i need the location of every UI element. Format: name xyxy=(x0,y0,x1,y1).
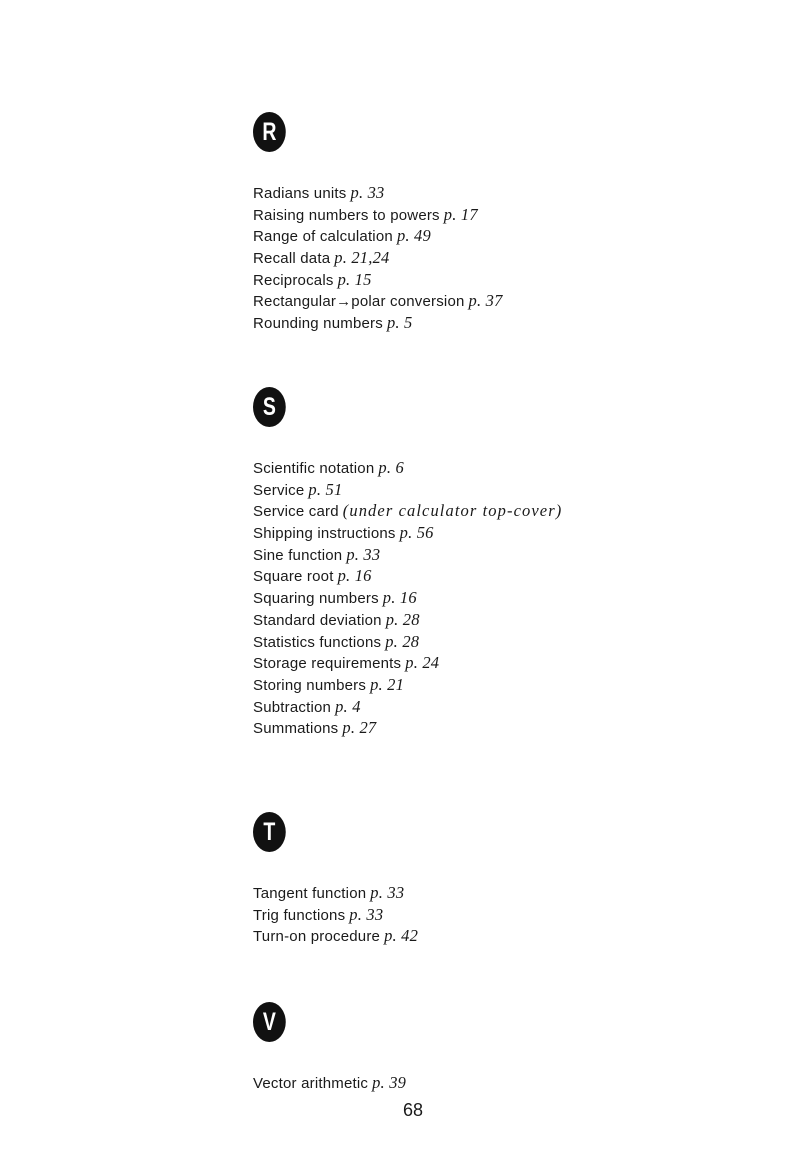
entry-term: Service card xyxy=(253,503,339,521)
index-entries xyxy=(253,182,503,334)
index-entry xyxy=(253,479,562,501)
section-letter-badge: R xyxy=(253,112,286,152)
entry-term: Turn-on procedure xyxy=(253,928,381,946)
index-entry xyxy=(253,500,562,522)
index-entry xyxy=(253,652,562,674)
entry-term: Trig functions xyxy=(253,906,346,924)
entry-page-ref: p. 33 xyxy=(350,183,385,202)
entry-term: Reciprocals xyxy=(253,271,334,289)
entry-page-ref: p. 33 xyxy=(370,883,405,902)
entry-page-ref: p. 27 xyxy=(342,718,377,738)
entry-term: Square root xyxy=(253,568,334,586)
entry-term: Storing numbers xyxy=(253,676,367,694)
entry-term: Rectangular→polar conversion xyxy=(253,293,465,311)
index-entry xyxy=(253,182,503,204)
index-entry xyxy=(253,522,562,544)
entry-term: Recall data xyxy=(253,250,331,268)
entry-page-ref: p. 28 xyxy=(385,609,420,629)
entry-term: Range of calculation xyxy=(253,228,393,246)
entry-page-ref: (under calculator top-cover) xyxy=(342,501,563,521)
index-entries xyxy=(253,1072,406,1094)
index-entry xyxy=(253,631,562,653)
section-letter-badge: S xyxy=(253,387,286,427)
index-entry xyxy=(253,290,503,312)
entry-term: Tangent function xyxy=(253,885,367,902)
entry-term: Shipping instructions xyxy=(253,525,396,543)
entry-page-ref: p. 33 xyxy=(346,544,381,564)
entry-term: Sine function xyxy=(253,546,343,564)
index-section-v xyxy=(253,1002,406,1094)
entry-term: Statistics functions xyxy=(253,633,382,651)
index-entry xyxy=(253,225,503,247)
index-entry xyxy=(253,674,562,696)
index-entry xyxy=(253,587,562,609)
entry-page-ref: p. 21,24 xyxy=(334,248,390,268)
entry-term: Raising numbers to powers xyxy=(253,206,440,224)
index-entry xyxy=(253,1072,406,1094)
index-entry xyxy=(253,882,418,904)
index-entry xyxy=(253,247,503,269)
entry-page-ref: p. 37 xyxy=(468,291,503,311)
entry-term: Storage requirements xyxy=(253,655,402,673)
entry-page-ref: p. 15 xyxy=(337,269,372,289)
entry-page-ref: p. 51 xyxy=(308,479,343,499)
index-entry xyxy=(253,457,562,479)
index-entries xyxy=(253,882,418,947)
entry-term: Scientific notation xyxy=(253,460,375,477)
entry-page-ref: p. 5 xyxy=(386,313,413,333)
entry-page-ref: p. 39 xyxy=(372,1073,407,1092)
entry-page-ref: p. 56 xyxy=(399,523,434,543)
entry-page-ref: p. 21 xyxy=(370,674,405,694)
entry-page-ref: p. 6 xyxy=(378,458,404,477)
entry-term: Vector arithmetic xyxy=(253,1075,369,1092)
index-entry xyxy=(253,609,562,631)
entry-term: Summations xyxy=(253,720,339,738)
index-entry xyxy=(253,717,562,739)
index-entry xyxy=(253,312,503,334)
section-letter-badge: T xyxy=(253,812,286,852)
section-letter-badge: V xyxy=(253,1002,286,1042)
entry-term: Standard deviation xyxy=(253,611,382,629)
index-entries xyxy=(253,457,562,739)
index-entry xyxy=(253,565,562,587)
index-entry xyxy=(253,904,418,926)
index-section-s xyxy=(253,387,562,739)
index-entry xyxy=(253,544,562,566)
entry-page-ref: p. 28 xyxy=(385,631,420,651)
entry-page-ref: p. 17 xyxy=(443,204,478,224)
index-section-r xyxy=(253,112,503,334)
index-entry xyxy=(253,204,503,226)
entry-page-ref: p. 16 xyxy=(337,566,372,586)
entry-page-ref: p. 42 xyxy=(384,926,419,946)
entry-page-ref: p. 4 xyxy=(335,696,361,716)
entry-term: Service xyxy=(253,481,305,499)
index-section-t xyxy=(253,812,418,947)
index-entry xyxy=(253,696,562,718)
entry-page-ref: p. 24 xyxy=(405,653,440,673)
entry-term: Squaring numbers xyxy=(253,590,379,608)
index-entry xyxy=(253,925,418,947)
entry-term: Rounding numbers xyxy=(253,315,383,333)
entry-term: Subtraction xyxy=(253,698,332,716)
page-number: 68 xyxy=(402,1100,424,1120)
entry-page-ref: p. 49 xyxy=(396,226,431,246)
entry-page-ref: p. 33 xyxy=(349,904,384,924)
index-entry xyxy=(253,269,503,291)
entry-term: Radians units xyxy=(253,185,347,202)
entry-page-ref: p. 16 xyxy=(382,588,417,608)
